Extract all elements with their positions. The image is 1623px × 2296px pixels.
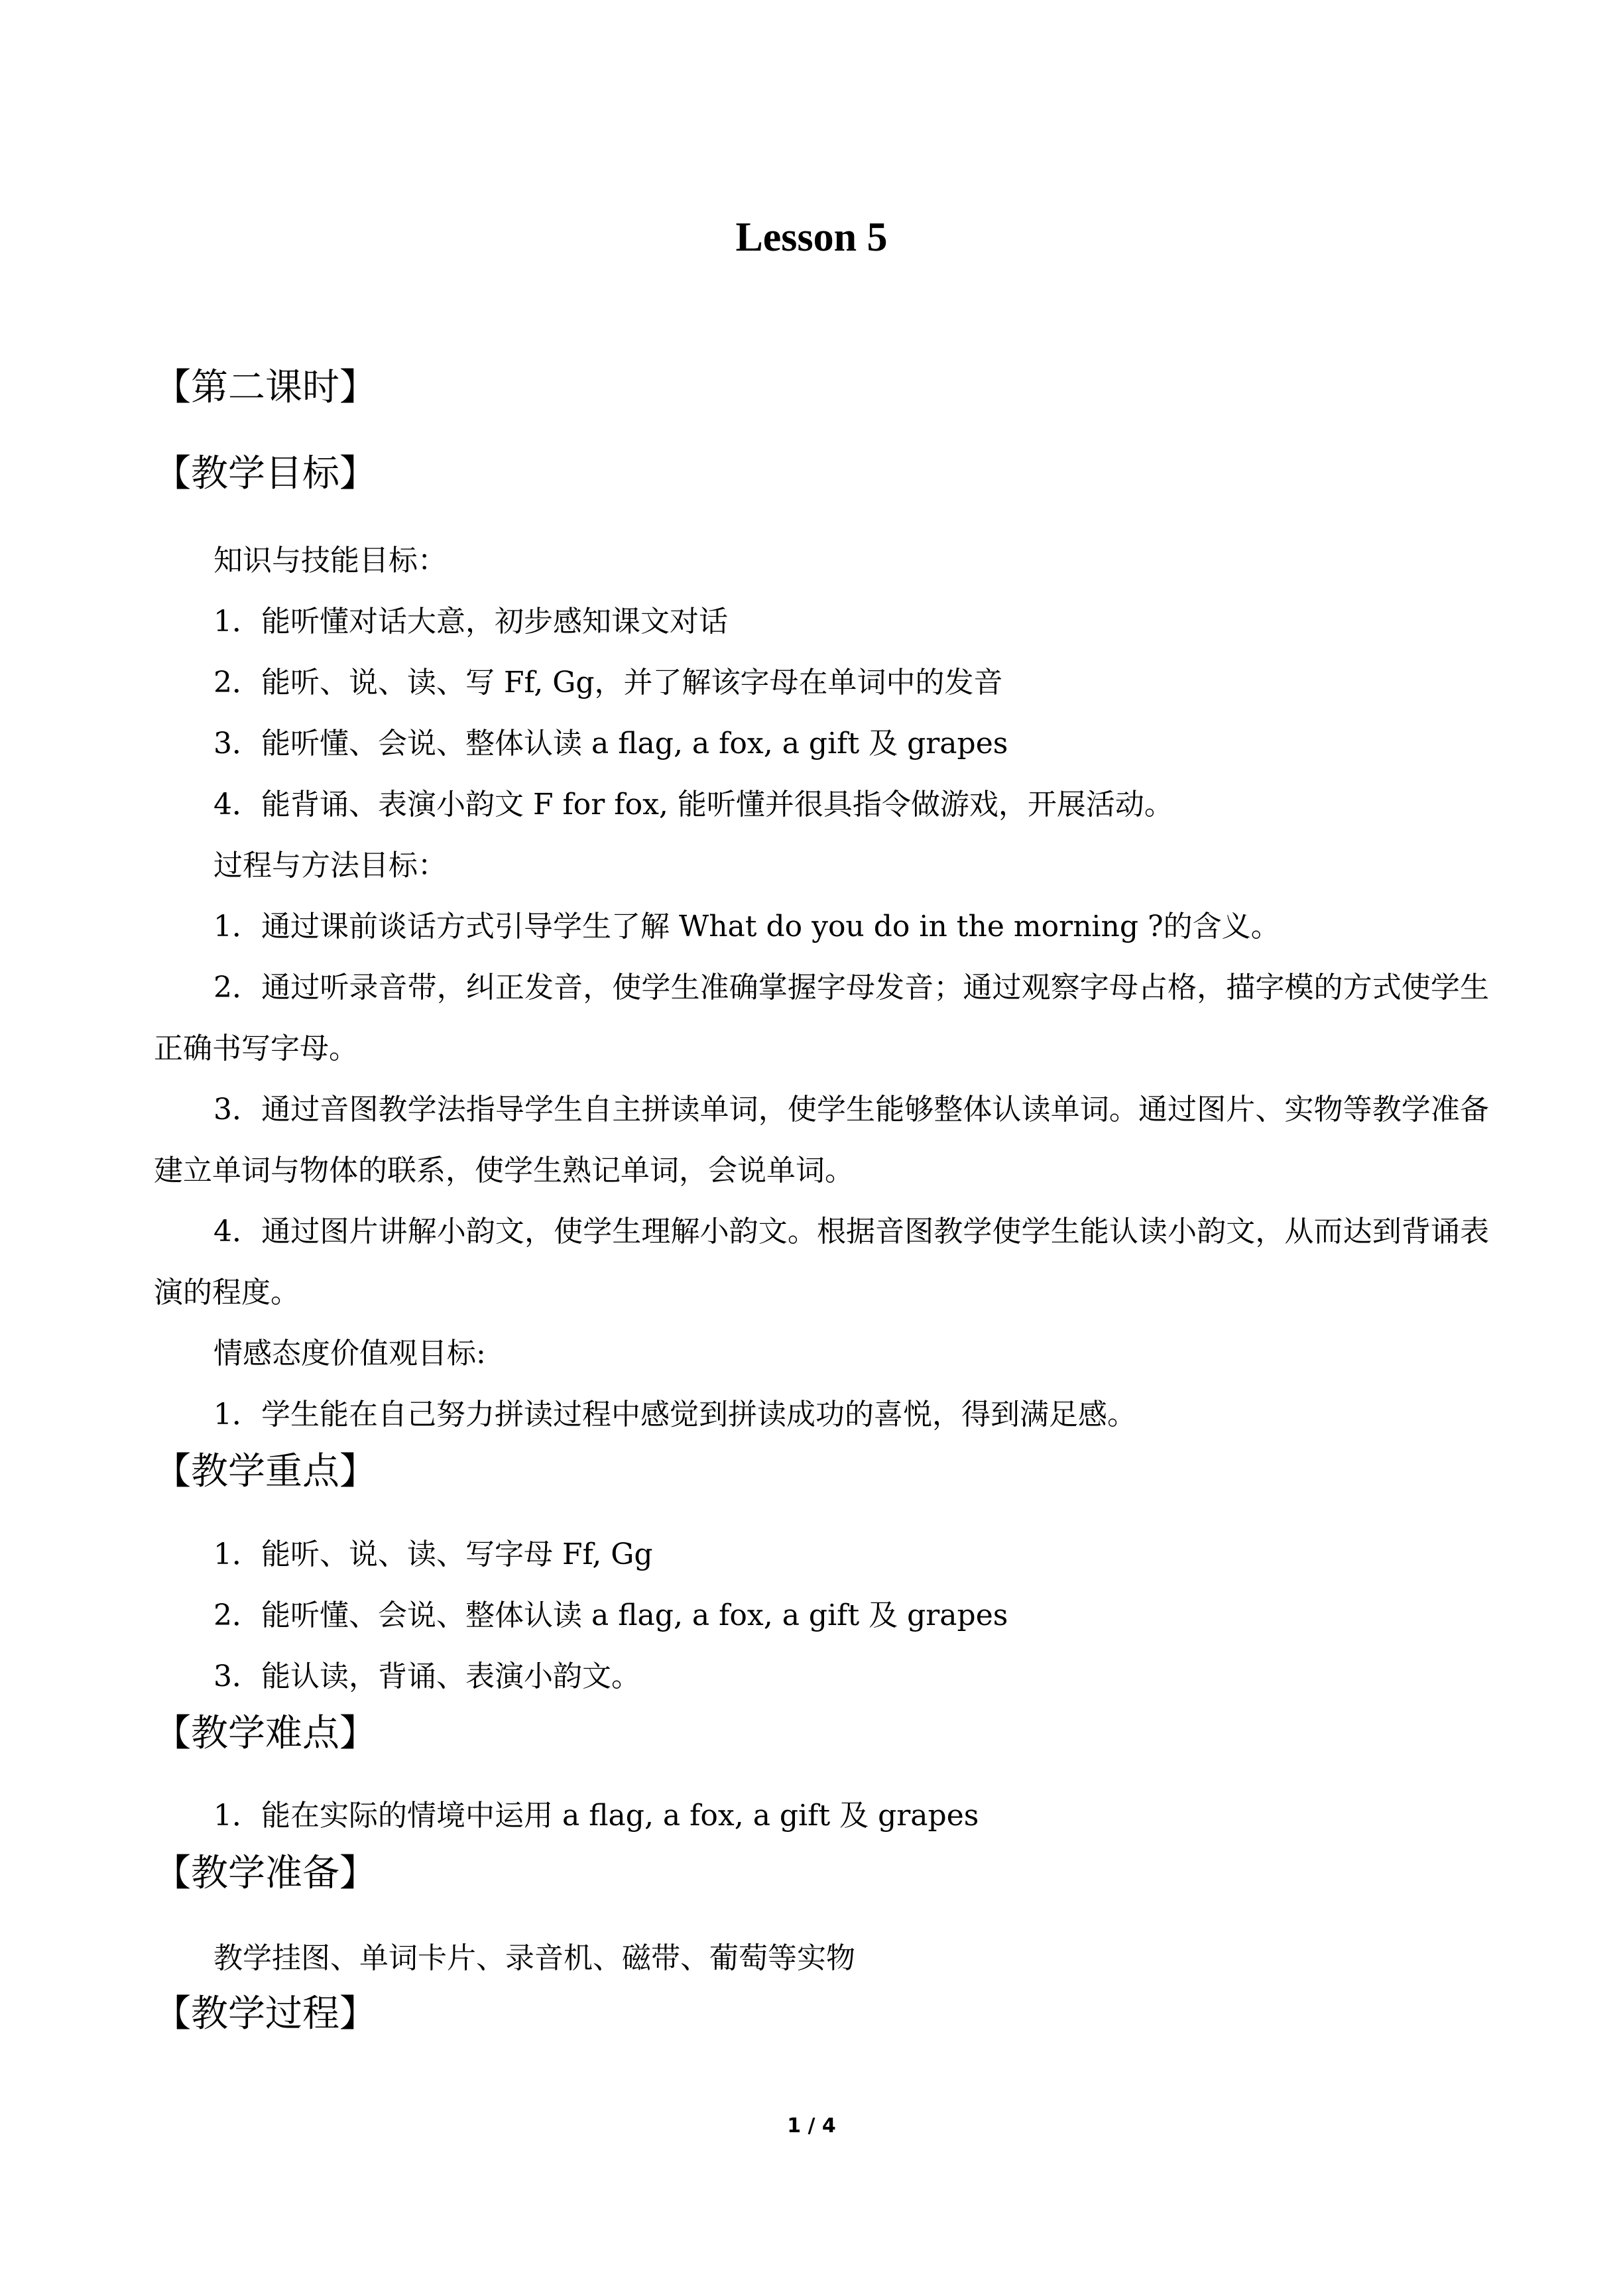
process-item-2: 2．通过听录音带，纠正发音，使学生准确掌握字母发音；通过观察字母占格，描字模的方式使学生正确书写字母。 <box>154 971 1489 1065</box>
section-heading-period: 【第二课时】 <box>154 366 377 409</box>
key-point-item-2: 2．能听懂、会说、整体认读 a flag, a fox, a gift 及 grapes <box>213 1599 1008 1632</box>
knowledge-item-2: 2．能听、说、读、写 Ff, Gg，并了解该字母在单词中的发音 <box>213 666 1003 699</box>
document-title: Lesson 5 <box>735 215 888 260</box>
section-heading-preparation: 【教学准备】 <box>154 1852 377 1895</box>
section-heading-objectives: 【教学目标】 <box>154 452 377 495</box>
emotion-item-1: 1．学生能在自己努力拼读过程中感觉到拼读成功的喜悦，得到满足感。 <box>213 1398 1136 1431</box>
knowledge-item-1: 1．能听懂对话大意，初步感知课文对话 <box>213 605 728 638</box>
process-method-label: 过程与方法目标： <box>213 849 447 882</box>
knowledge-skills-label: 知识与技能目标： <box>213 544 447 577</box>
section-heading-key-points: 【教学重点】 <box>154 1450 377 1493</box>
process-item-1: 1．通过课前谈话方式引导学生了解 What do you do in the morning ?的含义。 <box>213 910 1280 943</box>
process-item-4: 4．通过图片讲解小韵文，使学生理解小韵文。根据音图教学使学生能认读小韵文，从而达到背诵表演的程度。 <box>154 1215 1489 1309</box>
process-item-3: 3．通过音图教学法指导学生自主拼读单词，使学生能够整体认读单词。通过图片、实物等教学准备建立单词与物体的联系，使学生熟记单词，会说单词。 <box>154 1093 1489 1187</box>
preparation-content: 教学挂图、单词卡片、录音机、磁带、葡萄等实物 <box>213 1941 855 1975</box>
knowledge-item-3: 3．能听懂、会说、整体认读 a flag, a fox, a gift 及 grapes <box>213 727 1008 760</box>
emotion-attitude-label: 情感态度价值观目标: <box>213 1337 486 1370</box>
page-number: 1 / 4 <box>787 2114 836 2138</box>
knowledge-item-4: 4．能背诵、表演小韵文 F for fox, 能听懂并很具指令做游戏，开展活动。 <box>213 788 1173 821</box>
section-heading-difficulties: 【教学难点】 <box>154 1712 377 1755</box>
key-point-item-1: 1．能听、说、读、写字母 Ff, Gg <box>213 1538 653 1571</box>
section-heading-procedure: 【教学过程】 <box>154 1992 377 2035</box>
difficulty-item-1: 1．能在实际的情境中运用 a flag, a fox, a gift 及 grapes <box>213 1799 979 1833</box>
key-point-item-3: 3．能认读，背诵、表演小韵文。 <box>213 1660 640 1693</box>
